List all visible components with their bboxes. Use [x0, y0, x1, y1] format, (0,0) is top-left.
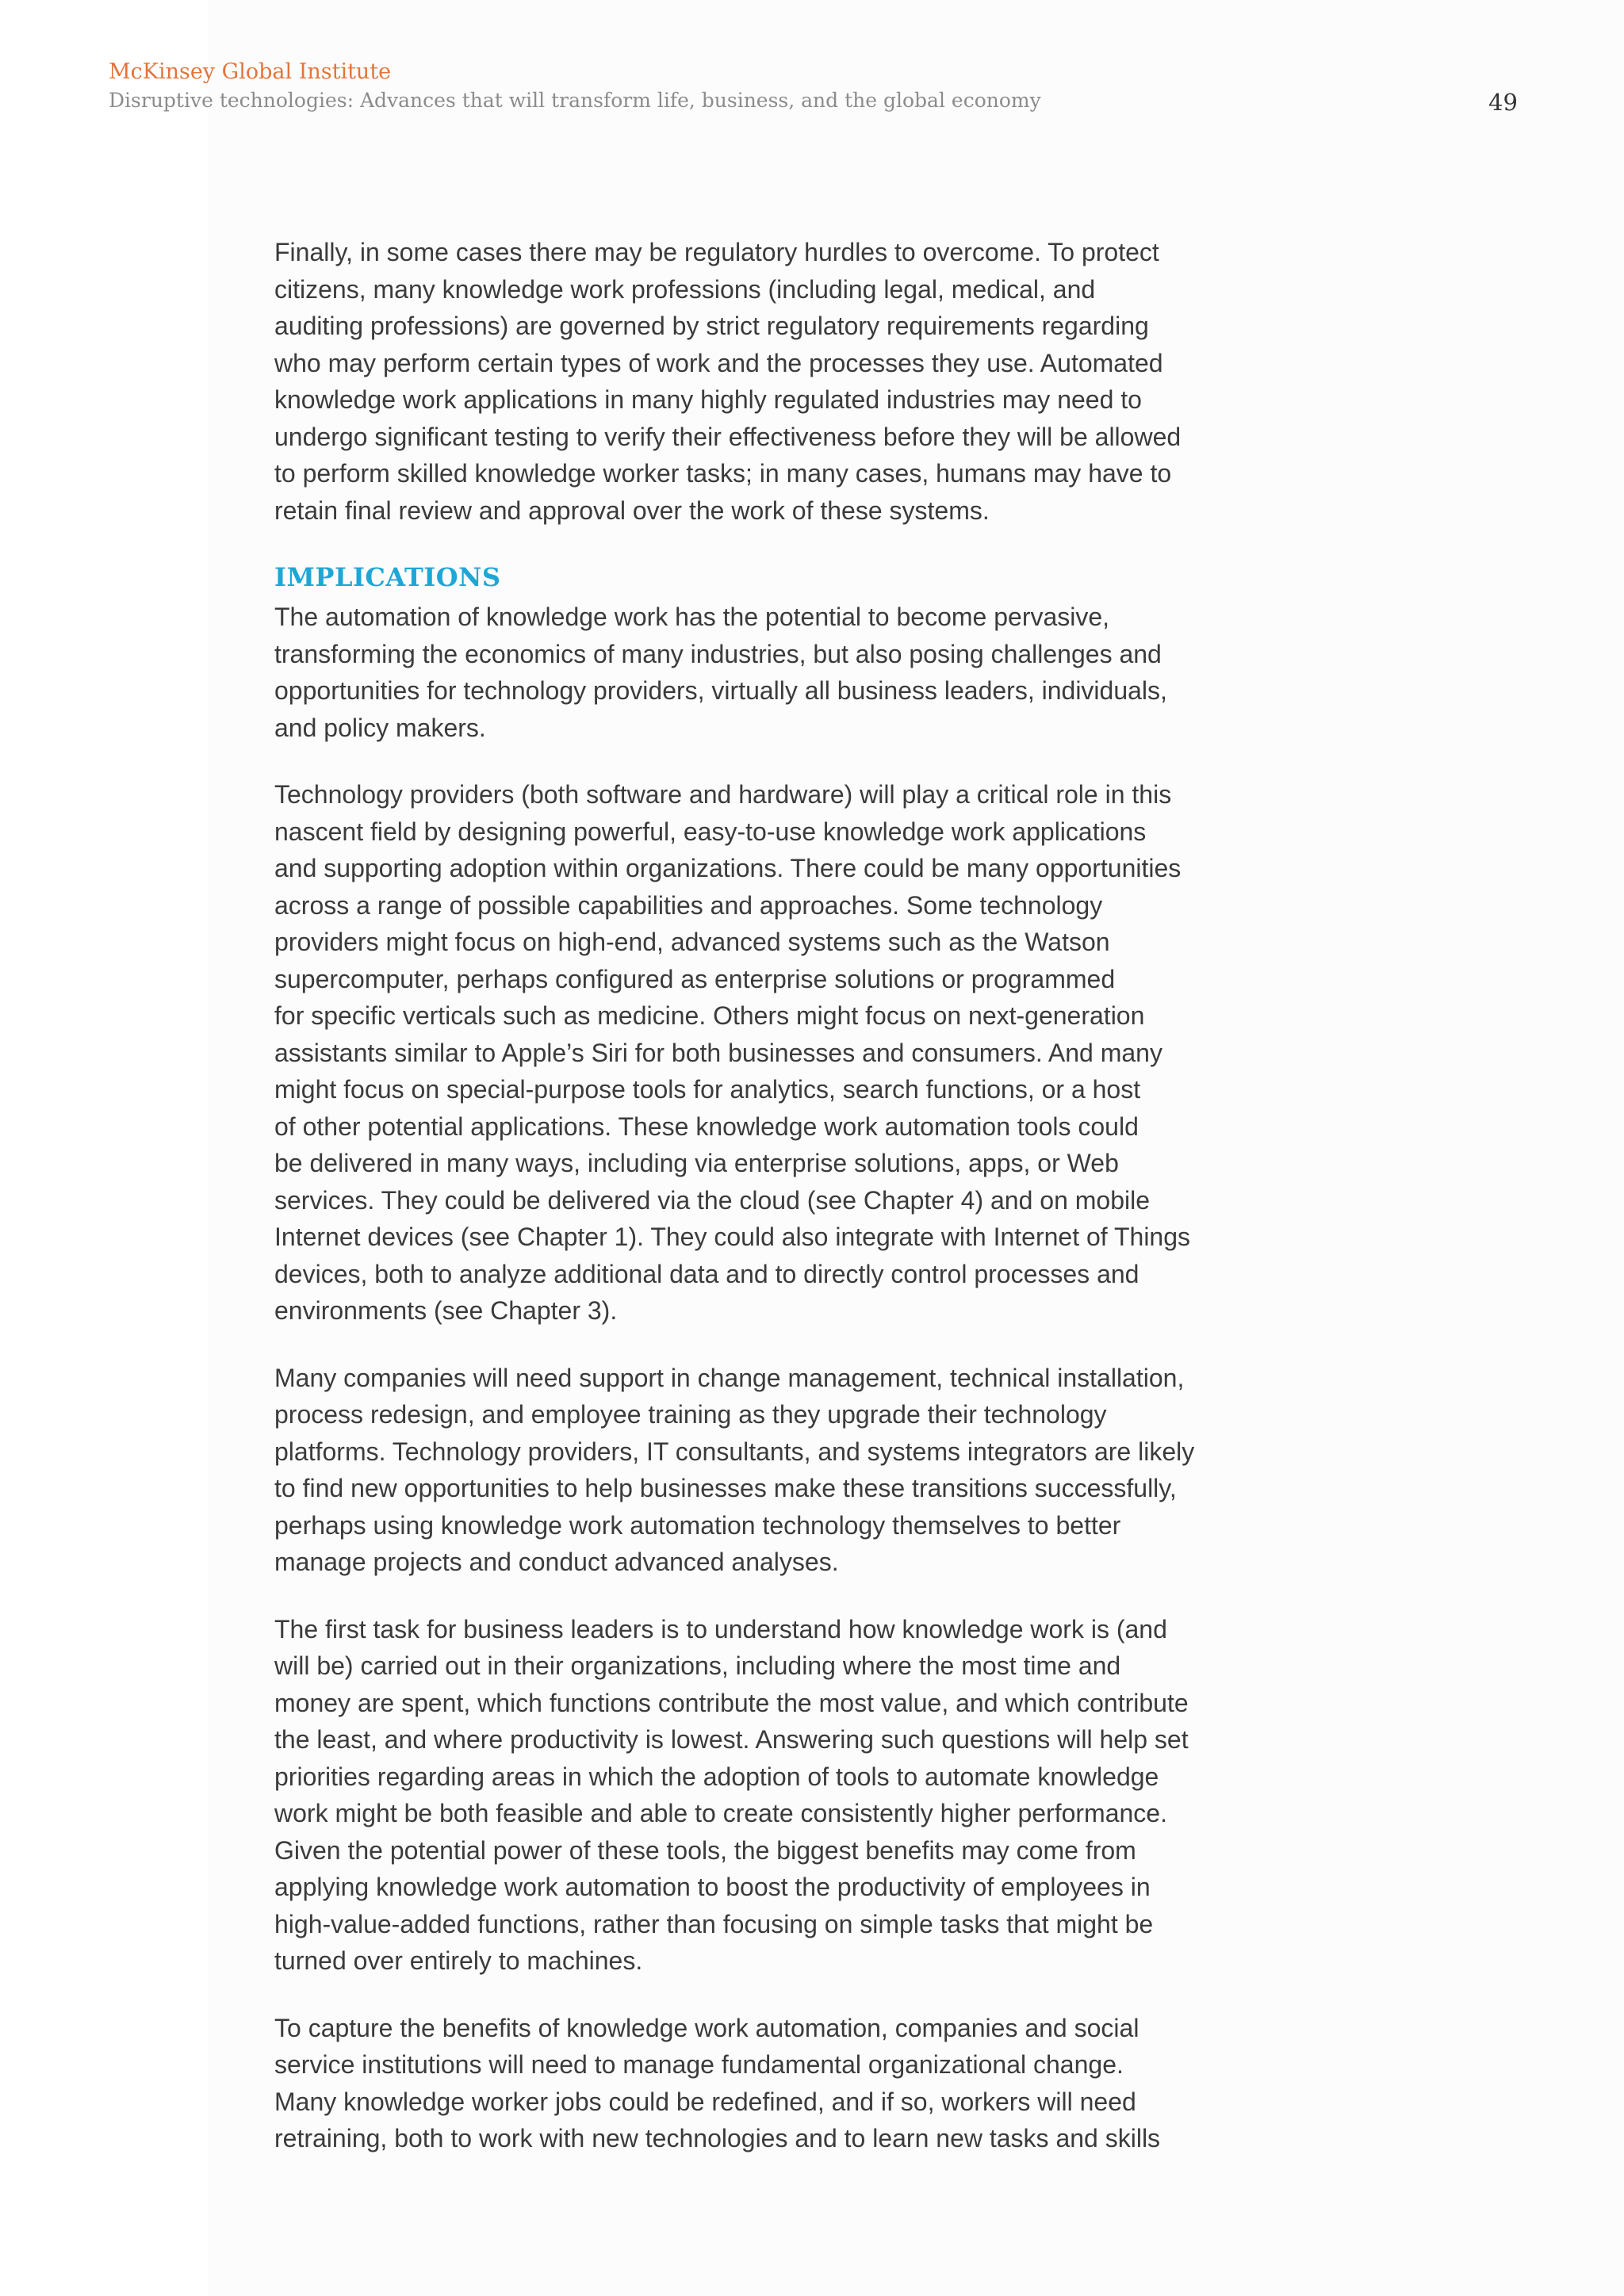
- paragraph-change-management: [274, 1360, 1337, 1581]
- paragraph-automation-pervasive: [274, 599, 1337, 746]
- text-line: retraining, both to work with new technologies and to learn new tasks and skills: [274, 2124, 1161, 2152]
- header-report-title: Disruptive technologies: Advances that will transform life, business, and the global economy: [109, 89, 1041, 112]
- text-line: supercomputer, perhaps configured as enterprise solutions or programmed: [274, 964, 1116, 993]
- text-line: Given the potential power of these tools, the biggest benefits may come from: [274, 1835, 1136, 1865]
- text-line: who may perform certain types of work and the processes they use. Automated: [274, 348, 1163, 377]
- text-line: priorities regarding areas in which the adoption of tools to automate knowledge: [274, 1762, 1159, 1791]
- text-line: The automation of knowledge work has the potential to become pervasive,: [274, 603, 1110, 631]
- page-number: 49: [1488, 89, 1518, 116]
- text-line: Finally, in some cases there may be regulatory hurdles to overcome. To protect: [274, 238, 1159, 266]
- text-line: money are spent, which functions contribute the most value, and which contribute: [274, 1688, 1189, 1717]
- text-line: devices, both to analyze additional data and to directly control processes and: [274, 1259, 1139, 1288]
- text-line: manage projects and conduct advanced analyses.: [274, 1548, 839, 1576]
- text-line: will be) carried out in their organizations, including where the most time and: [274, 1651, 1121, 1680]
- text-line: providers might focus on high-end, advanced systems such as the Watson: [274, 928, 1110, 956]
- text-line: Many companies will need support in change management, technical installation,: [274, 1363, 1185, 1392]
- paragraph-technology-providers: [274, 776, 1337, 1330]
- text-line: Technology providers (both software and hardware) will play a critical role in this: [274, 780, 1172, 809]
- text-line: The first task for business leaders is to understand how knowledge work is (and: [274, 1614, 1167, 1644]
- text-line: might focus on special-purpose tools for analytics, search functions, or a host: [274, 1075, 1141, 1104]
- text-line: process redesign, and employee training as they upgrade their technology: [274, 1400, 1107, 1429]
- text-line: high-value-added functions, rather than focusing on simple tasks that might be: [274, 1909, 1154, 1938]
- text-line: services. They could be delivered via the cloud (see Chapter 4) and on mobile: [274, 1185, 1151, 1215]
- text-line: Many knowledge worker jobs could be redefined, and if so, workers will need: [274, 2087, 1136, 2116]
- text-line: nascent field by designing powerful, easy-to-use knowledge work applications: [274, 817, 1147, 846]
- text-line: turned over entirely to machines.: [274, 1946, 643, 1975]
- text-line: service institutions will need to manage fundamental organizational change.: [274, 2050, 1124, 2079]
- text-line: of other potential applications. These knowledge work automation tools could: [274, 1112, 1139, 1141]
- text-line: and policy makers.: [274, 713, 486, 742]
- text-line: assistants similar to Apple’s Siri for both businesses and consumers. And many: [274, 1038, 1162, 1067]
- paragraph-regulatory-hurdles: [274, 234, 1337, 529]
- text-line: citizens, many knowledge work professions (including legal, medical, and: [274, 274, 1096, 304]
- text-line: work might be both feasible and able to create consistently higher performance.: [274, 1799, 1167, 1827]
- text-line: To capture the benefits of knowledge work automation, companies and social: [274, 2013, 1139, 2042]
- header-organization: McKinsey Global Institute: [109, 59, 392, 84]
- text-line: retain final review and approval over the work of these systems.: [274, 496, 990, 525]
- text-line: platforms. Technology providers, IT consultants, and systems integrators are likely: [274, 1437, 1195, 1466]
- text-line: opportunities for technology providers, virtually all business leaders, individuals,: [274, 676, 1167, 705]
- text-line: knowledge work applications in many highly regulated industries may need to: [274, 385, 1142, 414]
- body-text: [274, 234, 1337, 2187]
- text-line: be delivered in many ways, including via enterprise solutions, apps, or Web: [274, 1149, 1119, 1177]
- paragraph-organizational-change: [274, 2010, 1337, 2157]
- text-line: auditing professions) are governed by strict regulatory requirements regarding: [274, 312, 1149, 340]
- text-line: transforming the economics of many industries, but also posing challenges and: [274, 639, 1162, 668]
- text-line: applying knowledge work automation to boost the productivity of employees in: [274, 1873, 1151, 1901]
- text-line: Internet devices (see Chapter 1). They could also integrate with Internet of Things: [274, 1223, 1191, 1251]
- text-line: perhaps using knowledge work automation technology themselves to better: [274, 1510, 1121, 1540]
- text-line: across a range of possible capabilities and approaches. Some technology: [274, 890, 1103, 920]
- section-heading-implications: IMPLICATIONS: [274, 562, 501, 592]
- text-line: for specific verticals such as medicine. Others might focus on next-generation: [274, 1001, 1145, 1030]
- text-line: to perform skilled knowledge worker tasks; in many cases, humans may have to: [274, 459, 1172, 488]
- paragraph-business-leaders: [274, 1611, 1337, 1980]
- text-line: to find new opportunities to help businesses make these transitions successfully,: [274, 1474, 1177, 1502]
- text-line: undergo significant testing to verify their effectiveness before they will be allowed: [274, 422, 1182, 451]
- text-line: environments (see Chapter 3).: [274, 1296, 618, 1325]
- text-line: the least, and where productivity is lowest. Answering such questions will help set: [274, 1725, 1189, 1754]
- text-line: and supporting adoption within organizations. There could be many opportunities: [274, 854, 1182, 882]
